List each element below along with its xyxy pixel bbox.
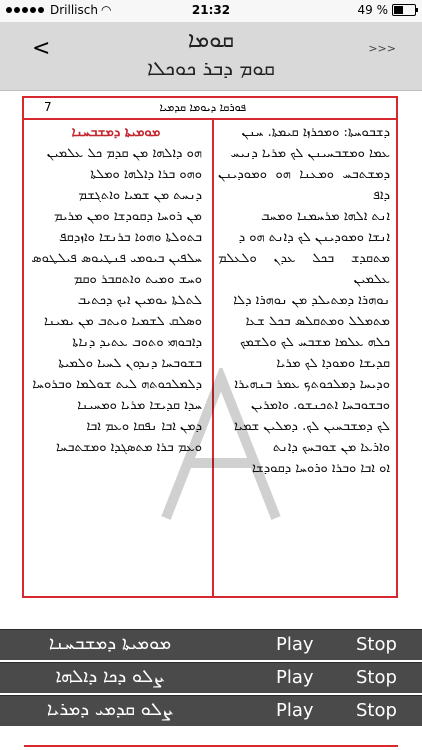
text-line: ܘܒܫܘܒܚܐ ܐܬܟܢܫܘ. ܘܐܡܪܝܢ — [250, 398, 390, 413]
nav-header — [0, 22, 422, 91]
text-line: ܥܡܐ ܘܡܫܒܚܝܢܢ ܠܟ ܡܪܝܐ ܕܢܝܚ — [230, 146, 390, 161]
text-line: ܕܢܚܬ ܡܢ ܫܡܝܐ ܘܐܬܓܫܡ — [78, 188, 202, 203]
battery-percent: 49 % — [357, 3, 388, 17]
text-line: ܘܐܪܥܐ ܡܢ ܫܘܒܚܟ ܕܐܢܬ — [272, 440, 390, 455]
text-line: ܡܬܡܠܠ ܘܡܬܩܠܣ ܒܟܠ ܫܥܐ — [245, 314, 390, 329]
text-line: ܡܢ ܪܘܚܐ ܕܩܘܕܫܐ ܘܡܢ ܡܪܝܡ — [54, 209, 202, 224]
text-line: ܕܡܫܬܒܚ ܘܡܥܢܐ ܗܘ ܘܡܘܕܝܢܢ ܕܐܦ — [218, 167, 390, 203]
text-line: ܚܕܐ ܩܕܝܫܐ ܡܪܝܐ ܘܡܚܝܢܐ — [77, 398, 202, 413]
battery-icon — [392, 4, 416, 16]
text-line: ܢܘܗܪܐ ܕܡܬܝܠܕ ܡܢ ܢܘܗܪܐ ܕܠܐ — [233, 293, 390, 308]
text-line: ܒܫܘܒܚܐ ܕܢܕܘܢ ܠܚܝܐ ܘܠܡܝܬܐ — [58, 356, 202, 371]
header-title: ܩܘܡܐ — [187, 28, 235, 53]
text-line: ܘܥܡ ܒܪܐ ܡܬܣܓܕܐ ܘܡܫܬܒܚܐ — [56, 440, 202, 455]
page-bottom-rule — [24, 745, 398, 747]
text-line: ܠܬܠܬܐ ܝܘܡܝܢ ܐܝܟ ܕܟܬܝܒ — [77, 293, 202, 308]
text-line: ܐܘ ܐܒܐ ܘܒܪܐ ܘܪܘܚܐ ܕܩܘܕܫܐ — [252, 461, 390, 476]
play-button[interactable]: Play — [276, 667, 314, 688]
text-line: ܡܬܩܕܫ ܒܟܠ ܥܕܢ ܘܠܥܠܡ ܥܠܡܝܢ — [218, 251, 390, 287]
audio-row — [0, 662, 422, 693]
audio-row — [0, 695, 422, 726]
text-line: ܚܠܦܝܢ ܒܝܘܡܝ ܦܢܛܝܘܣ ܦܝܠܛܘܣ — [31, 251, 202, 266]
play-button[interactable]: Play — [276, 634, 314, 655]
text-line: ܒܬܘܠܬܐ ܘܗܘܐ ܒܪܢܫܐ ܘܐܙܕܩܦ — [58, 230, 202, 245]
text-line: ܟܠܗ ܥܠܡܐ ܡܫܒܚ ܠܟ ܘܠܫܡܟ — [239, 335, 390, 350]
stop-button[interactable]: Stop — [356, 667, 397, 688]
wifi-icon: ◠ — [100, 3, 112, 17]
text-line: ܕܐܒܘܗܝ ܘܬܘܒ ܥܬܝܕ ܕܢܐܬܐ — [72, 335, 202, 350]
carrier-name: Drillisch — [50, 3, 98, 17]
book-page — [22, 96, 398, 598]
status-bar — [0, 0, 422, 22]
text-line: ܩܕܝܫܐ ܘܡܘܕܐ ܠܟ ܡܪܝܐ — [276, 356, 390, 371]
battery-fill — [394, 6, 403, 14]
text-line: ܠܟ ܕܡܫܒܚܝܢ ܠܟ. ܕܡܠܝܢ ܫܡܝܐ — [233, 419, 390, 434]
audio-title: ܨܠܘ ܩܕܡܝ ܕܡܪܝܐ — [46, 699, 174, 720]
watermark-logo — [146, 368, 296, 528]
next-button[interactable]: >>> — [368, 42, 396, 55]
text-line: ܘܣܠܩ ܠܫܡܝܐ ܘܝܬܒ ܡܢ ܝܡܝܢܐ — [44, 314, 202, 329]
text-line: ܘܗܘ ܒܪܐ ܕܐܠܗܐ ܘܡܠܬܐ — [90, 167, 202, 182]
text-line: ܐܢܬ ܐܠܗܐ ܡܪܚܡܢܐ ܘܡܚܒ — [261, 209, 390, 224]
page-header-band — [24, 98, 396, 120]
clock: 21:32 — [191, 3, 231, 17]
text-line: ܕܡܢ ܐܒܐ ܢܦܩܐ ܘܥܡ ܐܒܐ — [86, 419, 202, 434]
text-line: ܘܕܝܚܐ ܕܡܠܟܘܬܟ ܥܡܪ ܒܢܗܝܪܐ — [234, 377, 390, 392]
text-line: ܘܚܫ ܘܡܝܬ ܘܐܬܩܒܪ ܘܩܡ — [73, 272, 202, 287]
header-subtitle: ܩܘܡ ܕܒܪ ܟܘܟܠܐ — [147, 56, 275, 80]
play-button[interactable]: Play — [276, 700, 314, 721]
audio-row — [0, 629, 422, 660]
page-number: 7 — [44, 100, 52, 114]
text-line: ܕܫܒܘܚܬܐ: ܘܡܟܪܙܐ ܩܝܡܬܐ. ܚܢܢ — [241, 125, 390, 140]
audio-title: ܡܘܡܝܬܐ ܕܡܫܒܚܢܐ — [48, 633, 172, 654]
battery-group — [358, 3, 417, 17]
stop-button[interactable]: Stop — [356, 700, 397, 721]
text-line: ܐܢܫܐ ܘܡܘܕܝܢܢ ܠܟ ܕܐܢܬ ܗܘ ܕ — [238, 230, 390, 245]
back-button[interactable]: < — [32, 36, 51, 61]
text-line: ܕܠܡܠܟܘܬܗ ܠܝܬ ܫܘܠܡܐ ܘܒܪܘܚܐ — [32, 377, 202, 392]
text-line: ܗܘ ܕܐܠܗܐ ܡܢ ܩܕܡ ܟܠ ܥܠܡܝܢ — [46, 146, 202, 161]
running-head: ܦܘܪܩܐ ܕܝܘܡܐ ܩܕܡܝܐ — [159, 101, 246, 114]
stop-button[interactable]: Stop — [356, 634, 397, 655]
audio-title: ܨܠܘ ܕܟܐ ܕܐܠܗܐ — [55, 666, 165, 687]
section-heading: ܡܘܡܝܬܐ ܕܡܫܒܚܢܐ — [71, 125, 161, 140]
